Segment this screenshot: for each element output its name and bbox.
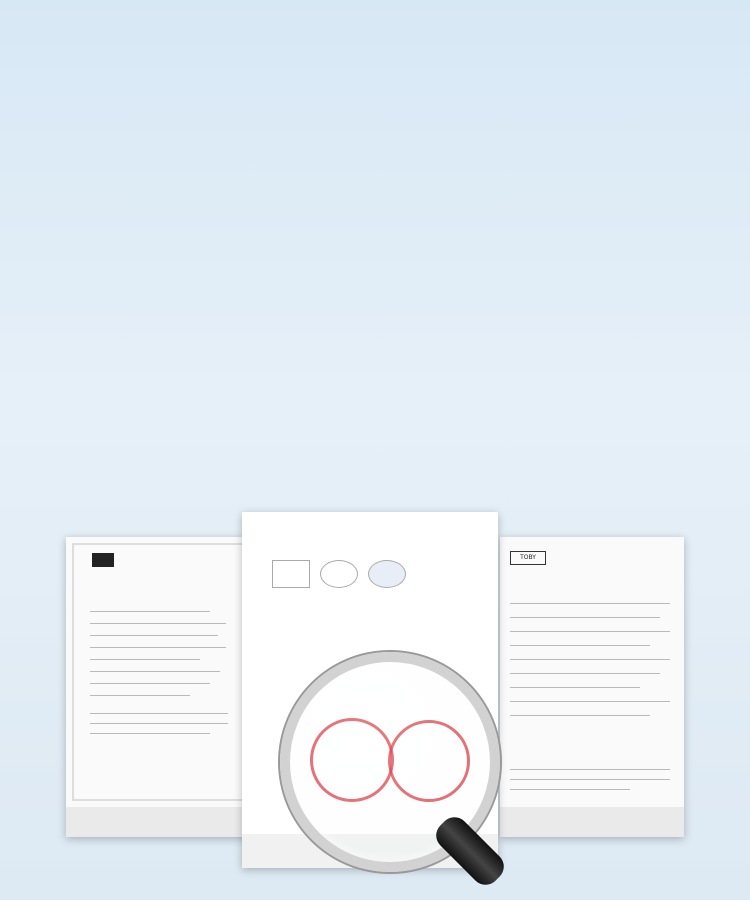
fcc-report-caption	[500, 807, 684, 837]
ce-certificate-caption	[66, 807, 250, 837]
certificate-border	[72, 543, 244, 801]
company-logo	[92, 553, 114, 567]
ce-certificate-card	[66, 537, 250, 837]
cnas-logo	[368, 560, 406, 588]
ma-logo	[272, 560, 310, 588]
fcc-report-card	[500, 537, 684, 837]
ilac-logo	[320, 560, 358, 588]
toby-logo: TOBY	[510, 551, 546, 565]
